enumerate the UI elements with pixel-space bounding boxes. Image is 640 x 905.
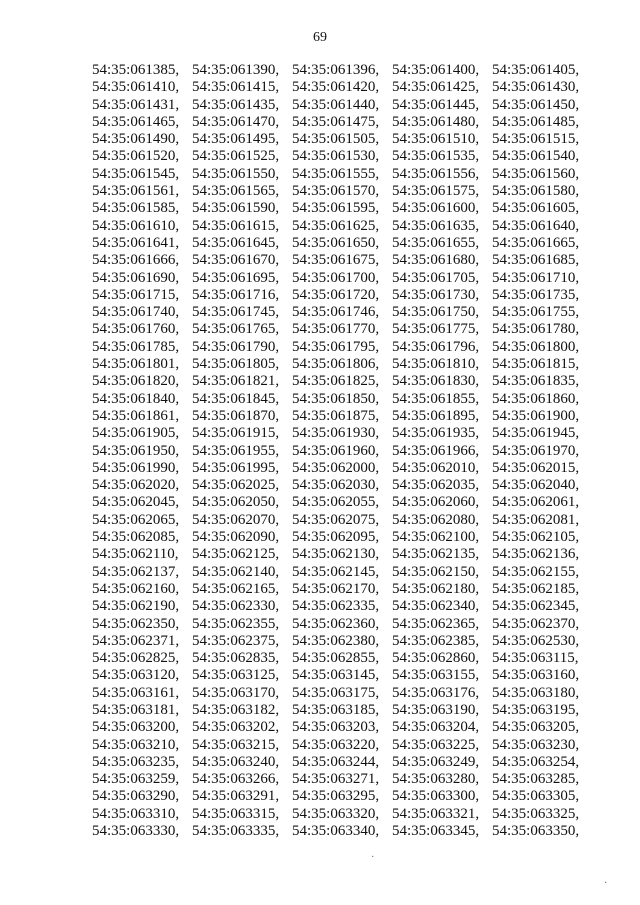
cadastral-number: 54:35:063335,: [192, 823, 280, 840]
cadastral-number: 54:35:063340,: [292, 823, 380, 840]
cadastral-number: 54:35:062040,: [492, 477, 580, 494]
cadastral-number: 54:35:061850,: [292, 390, 380, 407]
cadastral-number: 54:35:062335,: [292, 598, 380, 615]
cadastral-number: 54:35:062530,: [492, 632, 580, 649]
cadastral-number: 54:35:061855,: [392, 390, 480, 407]
cadastral-number: 54:35:063325,: [492, 805, 580, 822]
cadastral-number: 54:35:062340,: [392, 598, 480, 615]
cadastral-number: 54:35:061480,: [392, 113, 480, 130]
cadastral-number: 54:35:062365,: [392, 615, 480, 632]
cadastral-number: 54:35:063145,: [292, 667, 380, 684]
cadastral-number: 54:35:063285,: [492, 771, 580, 788]
cadastral-number: 54:35:063181,: [92, 701, 180, 718]
cadastral-row: [92, 356, 612, 373]
cadastral-number: 54:35:063205,: [492, 719, 580, 736]
cadastral-number: 54:35:061861,: [92, 407, 180, 424]
cadastral-number: 54:35:061870,: [192, 407, 280, 424]
cadastral-row: [92, 529, 612, 546]
cadastral-number: 54:35:062371,: [92, 632, 180, 649]
cadastral-number: 54:35:063249,: [392, 753, 480, 770]
cadastral-row: [92, 788, 612, 805]
cadastral-number: 54:35:061415,: [192, 79, 280, 96]
cadastral-number: 54:35:063161,: [92, 684, 180, 701]
cadastral-number: 54:35:061405,: [492, 62, 580, 78]
cadastral-number: 54:35:061695,: [192, 269, 280, 286]
cadastral-number: 54:35:061730,: [392, 286, 480, 303]
cadastral-row: [92, 650, 612, 667]
cadastral-number: 54:35:061635,: [392, 217, 480, 234]
cadastral-number: 54:35:063345,: [392, 823, 480, 840]
cadastral-number: 54:35:061645,: [192, 234, 280, 251]
cadastral-number: 54:35:061805,: [192, 356, 280, 373]
cadastral-row: [92, 391, 612, 408]
cadastral-number: 54:35:062825,: [92, 650, 180, 667]
cadastral-number: 54:35:063315,: [192, 805, 280, 822]
cadastral-row: [92, 494, 612, 511]
cadastral-number: 54:35:063115,: [492, 650, 579, 667]
cadastral-number: 54:35:061420,: [292, 79, 380, 96]
cadastral-number: 54:35:061590,: [192, 200, 280, 217]
cadastral-number: 54:35:063266,: [192, 771, 280, 788]
cadastral-number: 54:35:061690,: [92, 269, 180, 286]
cadastral-number: 54:35:061535,: [392, 148, 480, 165]
cadastral-number: 54:35:061625,: [292, 217, 380, 234]
cadastral-number: 54:35:063202,: [192, 719, 280, 736]
cadastral-number: 54:35:063244,: [292, 753, 380, 770]
scan-speck-mark: ·: [604, 878, 608, 889]
cadastral-number: 54:35:061795,: [292, 338, 380, 355]
cadastral-number: 54:35:061815,: [492, 356, 580, 373]
cadastral-number: 54:35:062055,: [292, 494, 380, 511]
cadastral-row: [92, 252, 612, 269]
cadastral-number: 54:35:061655,: [392, 234, 480, 251]
cadastral-number: 54:35:062035,: [392, 477, 480, 494]
cadastral-row: [92, 97, 612, 114]
cadastral-number: 54:35:061665,: [492, 234, 580, 251]
cadastral-number: 54:35:062085,: [92, 529, 180, 546]
cadastral-number: 54:35:062100,: [392, 529, 480, 546]
scan-speck-mark: ·: [371, 852, 375, 863]
cadastral-number: 54:35:062345,: [492, 598, 580, 615]
cadastral-number-list: [92, 62, 612, 840]
cadastral-number: 54:35:063180,: [492, 684, 580, 701]
cadastral-number: 54:35:061900,: [492, 407, 580, 424]
cadastral-number: 54:35:063225,: [392, 736, 480, 753]
cadastral-number: 54:35:063215,: [192, 736, 280, 753]
cadastral-row: [92, 581, 612, 598]
cadastral-row: [92, 754, 612, 771]
cadastral-row: [92, 443, 612, 460]
cadastral-number: 54:35:062180,: [392, 580, 480, 597]
cadastral-number: 54:35:063120,: [92, 667, 180, 684]
cadastral-number: 54:35:061800,: [492, 338, 580, 355]
cadastral-number: 54:35:062060,: [392, 494, 480, 511]
cadastral-number: 54:35:061796,: [392, 338, 480, 355]
cadastral-number: 54:35:061650,: [292, 234, 380, 251]
cadastral-number: 54:35:062010,: [392, 459, 480, 476]
cadastral-number: 54:35:062360,: [292, 615, 380, 632]
cadastral-number: 54:35:061585,: [92, 200, 180, 217]
cadastral-row: [92, 564, 612, 581]
cadastral-number: 54:35:062140,: [192, 563, 280, 580]
cadastral-row: [92, 270, 612, 287]
cadastral-number: 54:35:062130,: [292, 546, 380, 563]
cadastral-number: 54:35:062095,: [292, 529, 380, 546]
cadastral-number: 54:35:062136,: [492, 546, 580, 563]
cadastral-number: 54:35:062330,: [192, 598, 280, 615]
cadastral-number: 54:35:061580,: [492, 183, 580, 200]
cadastral-number: 54:35:061755,: [492, 304, 580, 321]
page-number: 69: [313, 30, 327, 45]
cadastral-number: 54:35:062135,: [392, 546, 480, 563]
cadastral-row: [92, 218, 612, 235]
cadastral-number: 54:35:062110,: [92, 546, 179, 563]
cadastral-number: 54:35:063204,: [392, 719, 480, 736]
cadastral-row: [92, 339, 612, 356]
cadastral-number: 54:35:063220,: [292, 736, 380, 753]
cadastral-number: 54:35:061565,: [192, 183, 280, 200]
cadastral-number: 54:35:061905,: [92, 425, 180, 442]
cadastral-number: 54:35:063195,: [492, 701, 580, 718]
cadastral-number: 54:35:063160,: [492, 667, 580, 684]
cadastral-number: 54:35:061960,: [292, 442, 380, 459]
cadastral-number: 54:35:061810,: [392, 356, 480, 373]
cadastral-row: [92, 148, 612, 165]
cadastral-number: 54:35:063310,: [92, 805, 180, 822]
cadastral-number: 54:35:061530,: [292, 148, 380, 165]
cadastral-row: [92, 598, 612, 615]
cadastral-number: 54:35:063350,: [492, 823, 580, 840]
cadastral-number: 54:35:061445,: [392, 96, 480, 113]
cadastral-number: 54:35:061740,: [92, 304, 180, 321]
cadastral-number: 54:35:061425,: [392, 79, 480, 96]
cadastral-number: 54:35:061641,: [92, 234, 180, 251]
cadastral-number: 54:35:062000,: [292, 459, 380, 476]
cadastral-number: 54:35:061435,: [192, 96, 280, 113]
cadastral-number: 54:35:061915,: [192, 425, 280, 442]
cadastral-number: 54:35:061860,: [492, 390, 580, 407]
cadastral-number: 54:35:061605,: [492, 200, 580, 217]
cadastral-number: 54:35:063259,: [92, 771, 180, 788]
cadastral-number: 54:35:063291,: [192, 788, 280, 805]
cadastral-number: 54:35:062105,: [492, 529, 580, 546]
cadastral-number: 54:35:061990,: [92, 459, 180, 476]
cadastral-row: [92, 408, 612, 425]
cadastral-row: [92, 373, 612, 390]
cadastral-number: 54:35:062081,: [492, 511, 580, 528]
cadastral-row: [92, 771, 612, 788]
cadastral-number: 54:35:063295,: [292, 788, 380, 805]
cadastral-number: 54:35:061785,: [92, 338, 180, 355]
cadastral-row: [92, 166, 612, 183]
cadastral-number: 54:35:061610,: [92, 217, 180, 234]
cadastral-number: 54:35:061875,: [292, 407, 380, 424]
cadastral-number: 54:35:063321,: [392, 805, 480, 822]
cadastral-number: 54:35:063210,: [92, 736, 180, 753]
cadastral-number: 54:35:061525,: [192, 148, 280, 165]
cadastral-number: 54:35:063330,: [92, 823, 180, 840]
cadastral-number: 54:35:061950,: [92, 442, 180, 459]
cadastral-number: 54:35:063155,: [392, 667, 480, 684]
cadastral-number: 54:35:061720,: [292, 286, 380, 303]
cadastral-number: 54:35:061825,: [292, 373, 380, 390]
cadastral-number: 54:35:061475,: [292, 113, 380, 130]
cadastral-number: 54:35:062355,: [192, 615, 280, 632]
cadastral-number: 54:35:062370,: [492, 615, 580, 632]
cadastral-number: 54:35:061450,: [492, 96, 580, 113]
cadastral-number: 54:35:061700,: [292, 269, 380, 286]
cadastral-number: 54:35:061595,: [292, 200, 380, 217]
cadastral-number: 54:35:063230,: [492, 736, 580, 753]
cadastral-row: [92, 114, 612, 131]
cadastral-number: 54:35:062165,: [192, 580, 280, 597]
cadastral-number: 54:35:061750,: [392, 304, 480, 321]
cadastral-number: 54:35:061966,: [392, 442, 480, 459]
cadastral-row: [92, 287, 612, 304]
cadastral-number: 54:35:061550,: [192, 165, 280, 182]
cadastral-row: [92, 512, 612, 529]
cadastral-row: [92, 806, 612, 823]
cadastral-number: 54:35:063271,: [292, 771, 380, 788]
cadastral-number: 54:35:061390,: [192, 62, 280, 78]
cadastral-number: 54:35:063254,: [492, 753, 580, 770]
cadastral-number: 54:35:061545,: [92, 165, 180, 182]
cadastral-number: 54:35:061806,: [292, 356, 380, 373]
cadastral-row: [92, 477, 612, 494]
cadastral-number: 54:35:063175,: [292, 684, 380, 701]
cadastral-number: 54:35:061835,: [492, 373, 580, 390]
cadastral-number: 54:35:061540,: [492, 148, 580, 165]
cadastral-number: 54:35:062855,: [292, 650, 380, 667]
cadastral-number: 54:35:061820,: [92, 373, 180, 390]
cadastral-number: 54:35:061510,: [392, 131, 480, 148]
cadastral-number: 54:35:062155,: [492, 563, 580, 580]
cadastral-number: 54:35:061845,: [192, 390, 280, 407]
cadastral-number: 54:35:061840,: [92, 390, 180, 407]
cadastral-number: 54:35:061440,: [292, 96, 380, 113]
cadastral-row: [92, 685, 612, 702]
cadastral-row: [92, 321, 612, 338]
cadastral-number: 54:35:062380,: [292, 632, 380, 649]
cadastral-number: 54:35:063176,: [392, 684, 480, 701]
cadastral-number: 54:35:062090,: [192, 529, 280, 546]
cadastral-number: 54:35:061715,: [92, 286, 180, 303]
cadastral-number: 54:35:061775,: [392, 321, 480, 338]
cadastral-number: 54:35:062015,: [492, 459, 580, 476]
cadastral-number: 54:35:062070,: [192, 511, 280, 528]
cadastral-number: 54:35:061745,: [192, 304, 280, 321]
cadastral-number: 54:35:062050,: [192, 494, 280, 511]
cadastral-number: 54:35:061945,: [492, 425, 580, 442]
cadastral-number: 54:35:061666,: [92, 252, 180, 269]
cadastral-number: 54:35:062375,: [192, 632, 280, 649]
cadastral-number: 54:35:061640,: [492, 217, 580, 234]
cadastral-row: [92, 616, 612, 633]
cadastral-number: 54:35:061560,: [492, 165, 580, 182]
cadastral-number: 54:35:061470,: [192, 113, 280, 130]
cadastral-number: 54:35:062160,: [92, 580, 180, 597]
cadastral-number: 54:35:061955,: [192, 442, 280, 459]
cadastral-number: 54:35:062385,: [392, 632, 480, 649]
cadastral-number: 54:35:062045,: [92, 494, 180, 511]
cadastral-row: [92, 633, 612, 650]
cadastral-number: 54:35:061556,: [392, 165, 480, 182]
cadastral-number: 54:35:061670,: [192, 252, 280, 269]
cadastral-number: 54:35:061431,: [92, 96, 180, 113]
cadastral-row: [92, 737, 612, 754]
cadastral-number: 54:35:062185,: [492, 580, 580, 597]
cadastral-number: 54:35:061995,: [192, 459, 280, 476]
cadastral-number: 54:35:061935,: [392, 425, 480, 442]
cadastral-row: [92, 460, 612, 477]
cadastral-row: [92, 546, 612, 563]
cadastral-number: 54:35:062020,: [92, 477, 180, 494]
cadastral-number: 54:35:061821,: [192, 373, 280, 390]
cadastral-number: 54:35:062150,: [392, 563, 480, 580]
cadastral-number: 54:35:063203,: [292, 719, 380, 736]
cadastral-number: 54:35:061520,: [92, 148, 180, 165]
cadastral-number: 54:35:061505,: [292, 131, 380, 148]
cadastral-number: 54:35:063280,: [392, 771, 480, 788]
cadastral-number: 54:35:061575,: [392, 183, 480, 200]
cadastral-number: 54:35:061705,: [392, 269, 480, 286]
cadastral-number: 54:35:061710,: [492, 269, 580, 286]
cadastral-row: [92, 719, 612, 736]
cadastral-number: 54:35:062835,: [192, 650, 280, 667]
cadastral-number: 54:35:063185,: [292, 701, 380, 718]
cadastral-number: 54:35:061895,: [392, 407, 480, 424]
cadastral-number: 54:35:061716,: [192, 286, 280, 303]
cadastral-number: 54:35:061555,: [292, 165, 380, 182]
cadastral-number: 54:35:061410,: [92, 79, 180, 96]
cadastral-number: 54:35:061465,: [92, 113, 180, 130]
cadastral-row: [92, 425, 612, 442]
cadastral-number: 54:35:061685,: [492, 252, 580, 269]
cadastral-number: 54:35:061760,: [92, 321, 180, 338]
cadastral-number: 54:35:061561,: [92, 183, 180, 200]
cadastral-number: 54:35:063305,: [492, 788, 580, 805]
cadastral-number: 54:35:061930,: [292, 425, 380, 442]
cadastral-number: 54:35:061430,: [492, 79, 580, 96]
cadastral-number: 54:35:062137,: [92, 563, 180, 580]
cadastral-number: 54:35:061830,: [392, 373, 480, 390]
cadastral-number: 54:35:063200,: [92, 719, 180, 736]
cadastral-number: 54:35:061746,: [292, 304, 380, 321]
cadastral-number: 54:35:061385,: [92, 62, 180, 78]
cadastral-row: [92, 183, 612, 200]
cadastral-number: 54:35:062145,: [292, 563, 380, 580]
cadastral-row: [92, 79, 612, 96]
cadastral-number: 54:35:061735,: [492, 286, 580, 303]
cadastral-number: 54:35:061970,: [492, 442, 580, 459]
cadastral-number: 54:35:062030,: [292, 477, 380, 494]
cadastral-number: 54:35:061615,: [192, 217, 280, 234]
cadastral-number: 54:35:061490,: [92, 131, 180, 148]
cadastral-number: 54:35:063170,: [192, 684, 280, 701]
cadastral-number: 54:35:062170,: [292, 580, 380, 597]
cadastral-row: [92, 823, 612, 840]
cadastral-number: 54:35:063190,: [392, 701, 480, 718]
cadastral-number: 54:35:063240,: [192, 753, 280, 770]
cadastral-number: 54:35:062125,: [192, 546, 280, 563]
cadastral-number: 54:35:061400,: [392, 62, 480, 78]
cadastral-number: 54:35:062350,: [92, 615, 180, 632]
cadastral-number: 54:35:063235,: [92, 753, 180, 770]
cadastral-number: 54:35:062065,: [92, 511, 180, 528]
cadastral-row: [92, 131, 612, 148]
cadastral-number: 54:35:062025,: [192, 477, 280, 494]
cadastral-number: 54:35:061675,: [292, 252, 380, 269]
cadastral-number: 54:35:061515,: [492, 131, 580, 148]
cadastral-number: 54:35:061780,: [492, 321, 580, 338]
cadastral-number: 54:35:061770,: [292, 321, 380, 338]
cadastral-number: 54:35:061600,: [392, 200, 480, 217]
cadastral-number: 54:35:061680,: [392, 252, 480, 269]
cadastral-number: 54:35:063125,: [192, 667, 280, 684]
cadastral-number: 54:35:061790,: [192, 338, 280, 355]
cadastral-number: 54:35:062061,: [492, 494, 580, 511]
cadastral-row: [92, 200, 612, 217]
cadastral-row: [92, 702, 612, 719]
cadastral-number: 54:35:061570,: [292, 183, 380, 200]
cadastral-number: 54:35:063300,: [392, 788, 480, 805]
cadastral-number: 54:35:061765,: [192, 321, 280, 338]
cadastral-row: [92, 667, 612, 684]
cadastral-number: 54:35:063290,: [92, 788, 180, 805]
cadastral-number: 54:35:062860,: [392, 650, 480, 667]
cadastral-row: [92, 235, 612, 252]
cadastral-row: [92, 304, 612, 321]
cadastral-number: 54:35:063182,: [192, 701, 280, 718]
cadastral-row: [92, 62, 612, 79]
cadastral-number: 54:35:063320,: [292, 805, 380, 822]
cadastral-number: 54:35:061801,: [92, 356, 180, 373]
cadastral-number: 54:35:061396,: [292, 62, 380, 78]
cadastral-number: 54:35:062190,: [92, 598, 180, 615]
cadastral-number: 54:35:061485,: [492, 113, 580, 130]
cadastral-number: 54:35:062080,: [392, 511, 480, 528]
cadastral-number: 54:35:061495,: [192, 131, 280, 148]
cadastral-number: 54:35:062075,: [292, 511, 380, 528]
